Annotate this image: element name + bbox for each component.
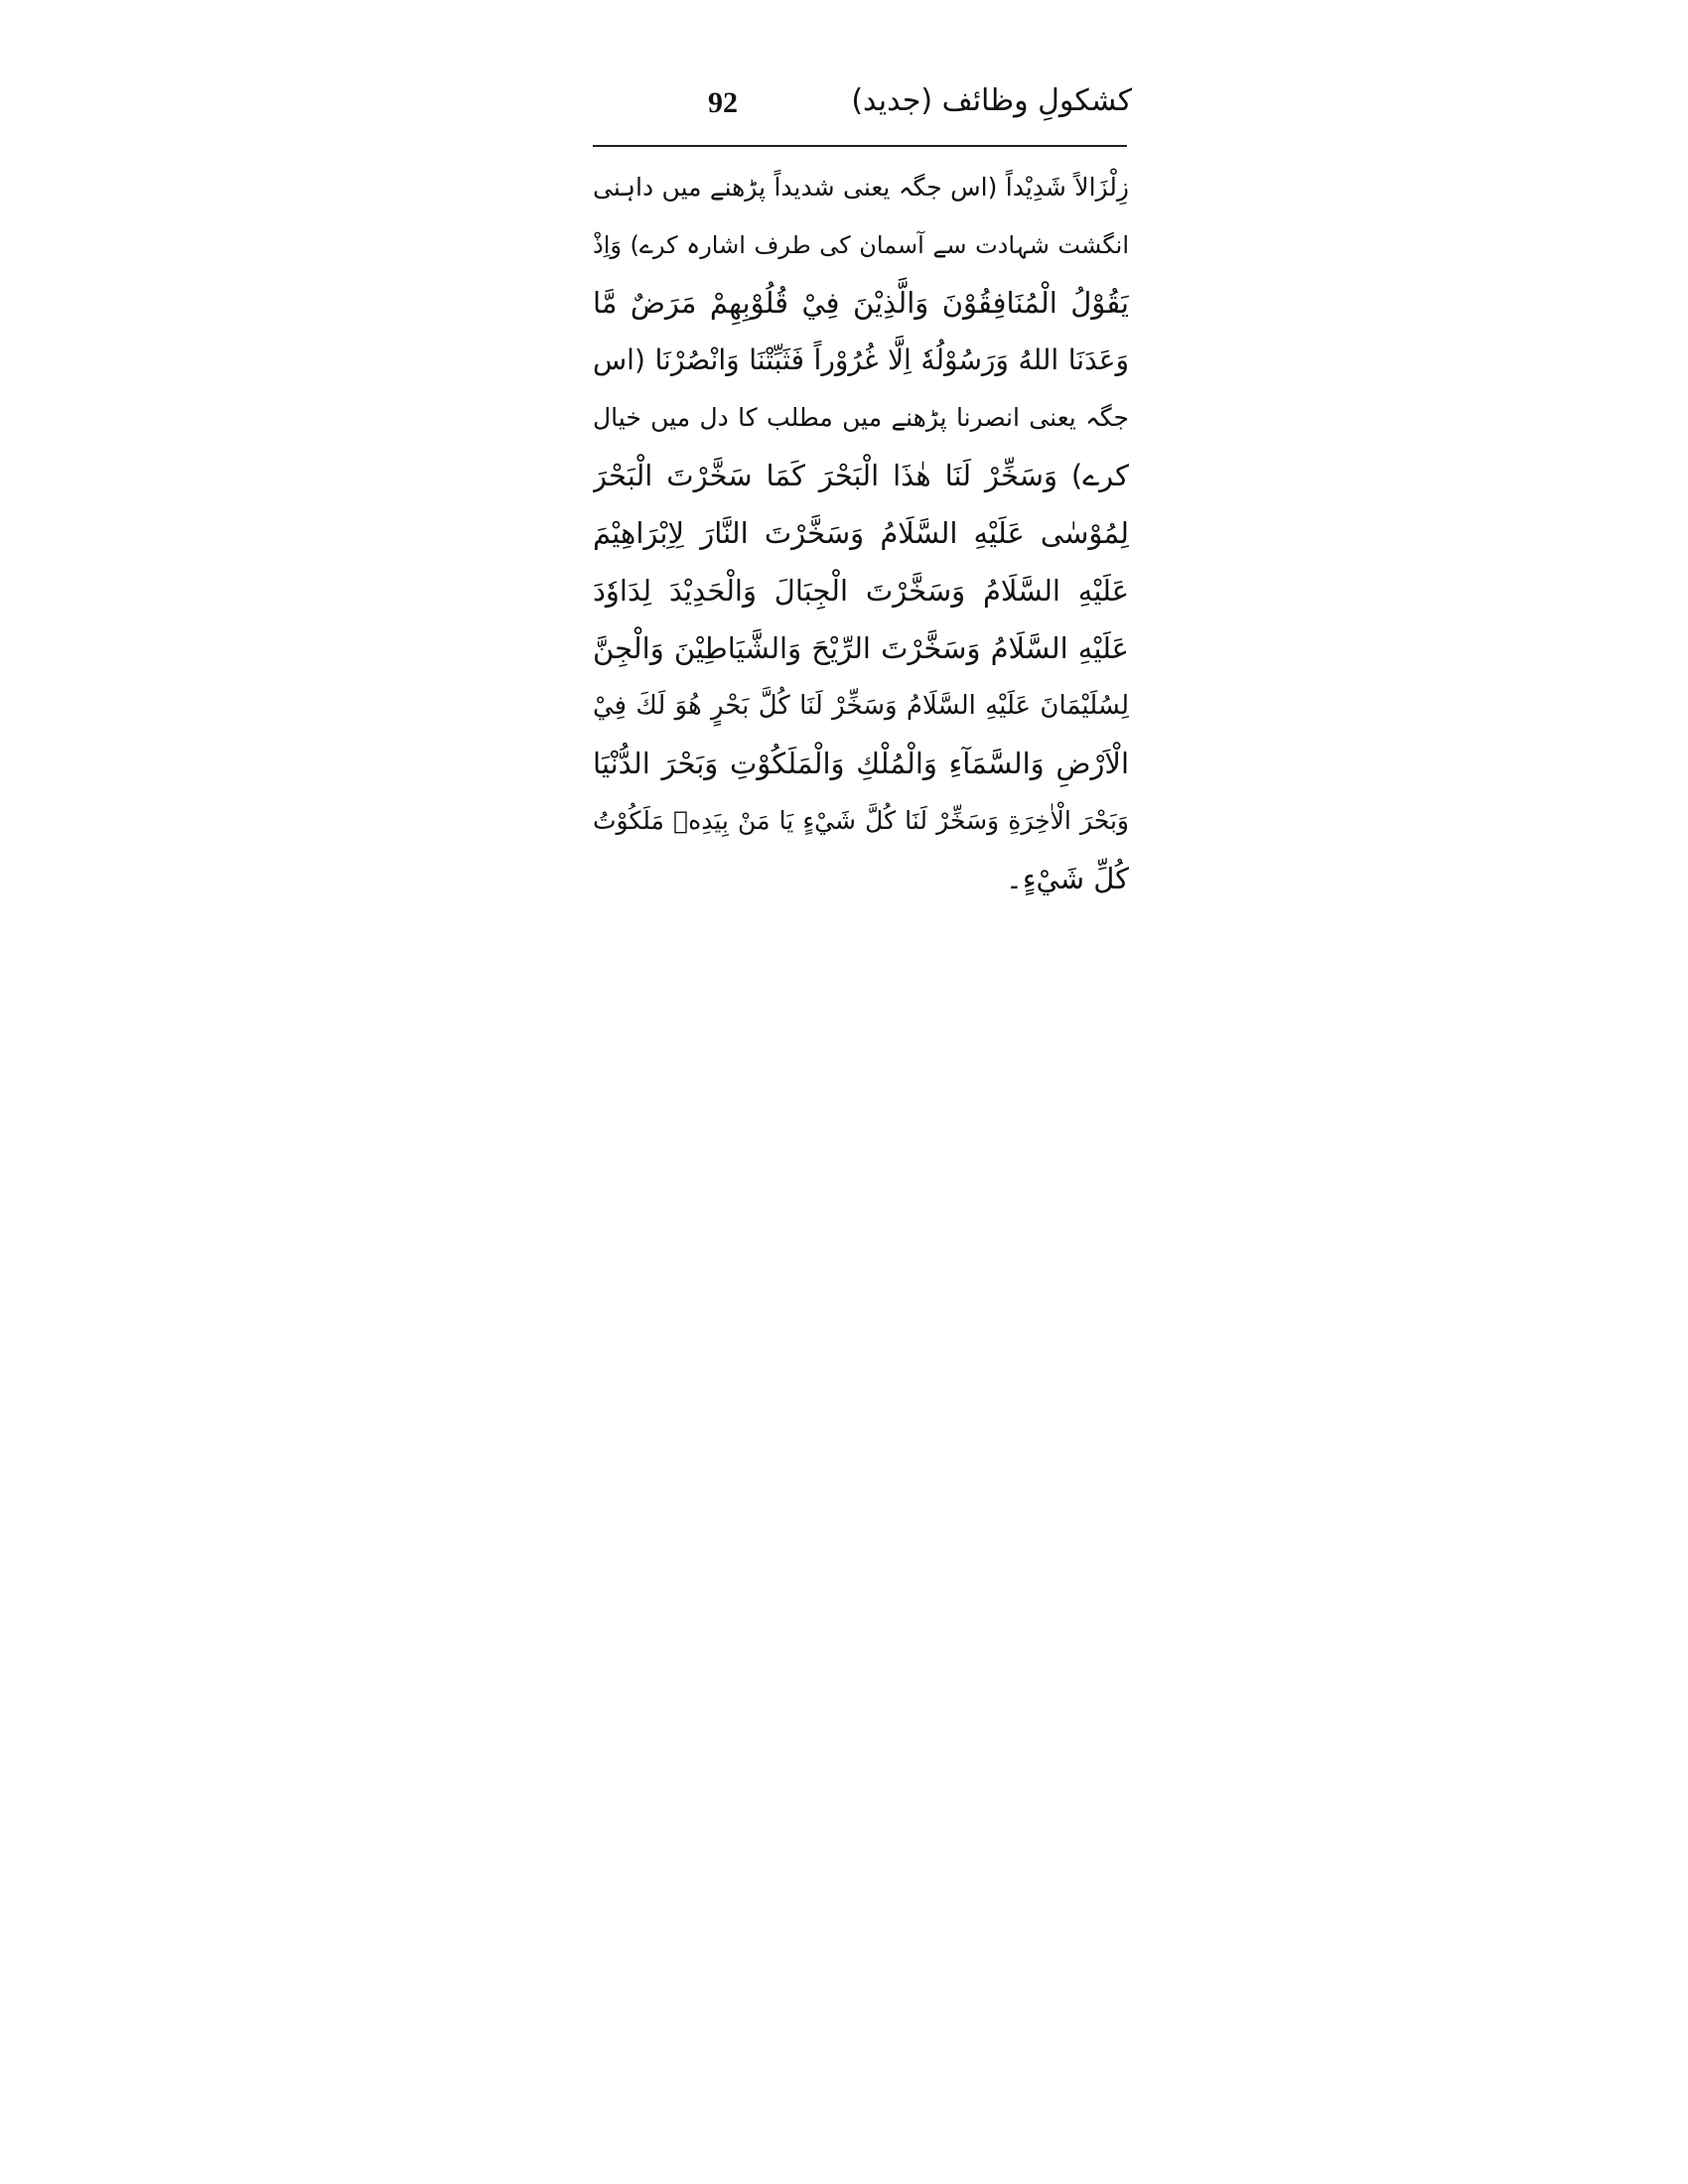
text-line: انگشت شہادت سے آسمان کی طرف اشارہ کرے) وَاِذْ	[593, 231, 1129, 259]
text-line: کرے) وَسَخِّرْ لَنَا هٰذَا الْبَحْرَ كَمَا سَخَّرْتَ الْبَحْرَ	[593, 459, 1129, 492]
text-line: عَلَيْهِ السَّلَامُ وَسَخَّرْتَ الرِّيْحَ وَالشَّيَاطِيْنَ وَالْجِنَّ	[593, 631, 1129, 665]
page-number: 92	[708, 86, 738, 119]
text-line: الْاَرْضِ وَالسَّمَآءِ وَالْمُلْكِ وَالْمَلَكُوْتِ وَبَحْرَ الدُّنْيَا	[593, 747, 1129, 780]
header-divider	[593, 145, 1127, 147]
book-title: کشکولِ وظائف (جدید)	[851, 83, 1132, 118]
text-line: جگہ یعنی انصرنا پڑھنے میں مطلب کا دل میں خیال	[593, 403, 1129, 432]
text-line: لِسُلَيْمَانَ عَلَيْهِ السَّلَامُ وَسَخِّرْ لَنَا كُلَّ بَحْرٍ هُوَ لَكَ فِيْ	[593, 691, 1129, 721]
body-text	[593, 159, 1129, 907]
text-line: زِلْزَالاً شَدِيْداً (اس جگہ یعنی شدیداً پڑھنے میں داہنی	[593, 173, 1129, 202]
page-header	[591, 81, 1132, 125]
text-line: يَقُوْلُ الْمُنَافِقُوْنَ وَالَّذِيْنَ فِيْ قُلُوْبِهِمْ مَرَضٌ مَّا	[593, 286, 1129, 320]
text-line: كُلِّ شَيْءٍ۔	[1005, 862, 1129, 895]
text-line: عَلَيْهِ السَّلَامُ وَسَخَّرْتَ الْجِبَالَ وَالْحَدِيْدَ لِدَاوٗدَ	[593, 574, 1129, 608]
text-line: وَعَدَنَا اللهُ وَرَسُوْلُهٗ اِلَّا غُرُوْراً فَثَبِّتْنَا وَانْصُرْنَا (اس	[593, 343, 1129, 376]
text-line: لِمُوْسٰى عَلَيْهِ السَّلَامُ وَسَخَّرْتَ النَّارَ لِاِبْرَاهِيْمَ	[593, 516, 1129, 550]
text-line: وَبَحْرَ الْاٰخِرَةِ وَسَخِّرْ لَنَا كُلَّ شَيْءٍ يَا مَنْ بِيَدِهٖ مَلَكُوْتُ	[593, 806, 1129, 835]
